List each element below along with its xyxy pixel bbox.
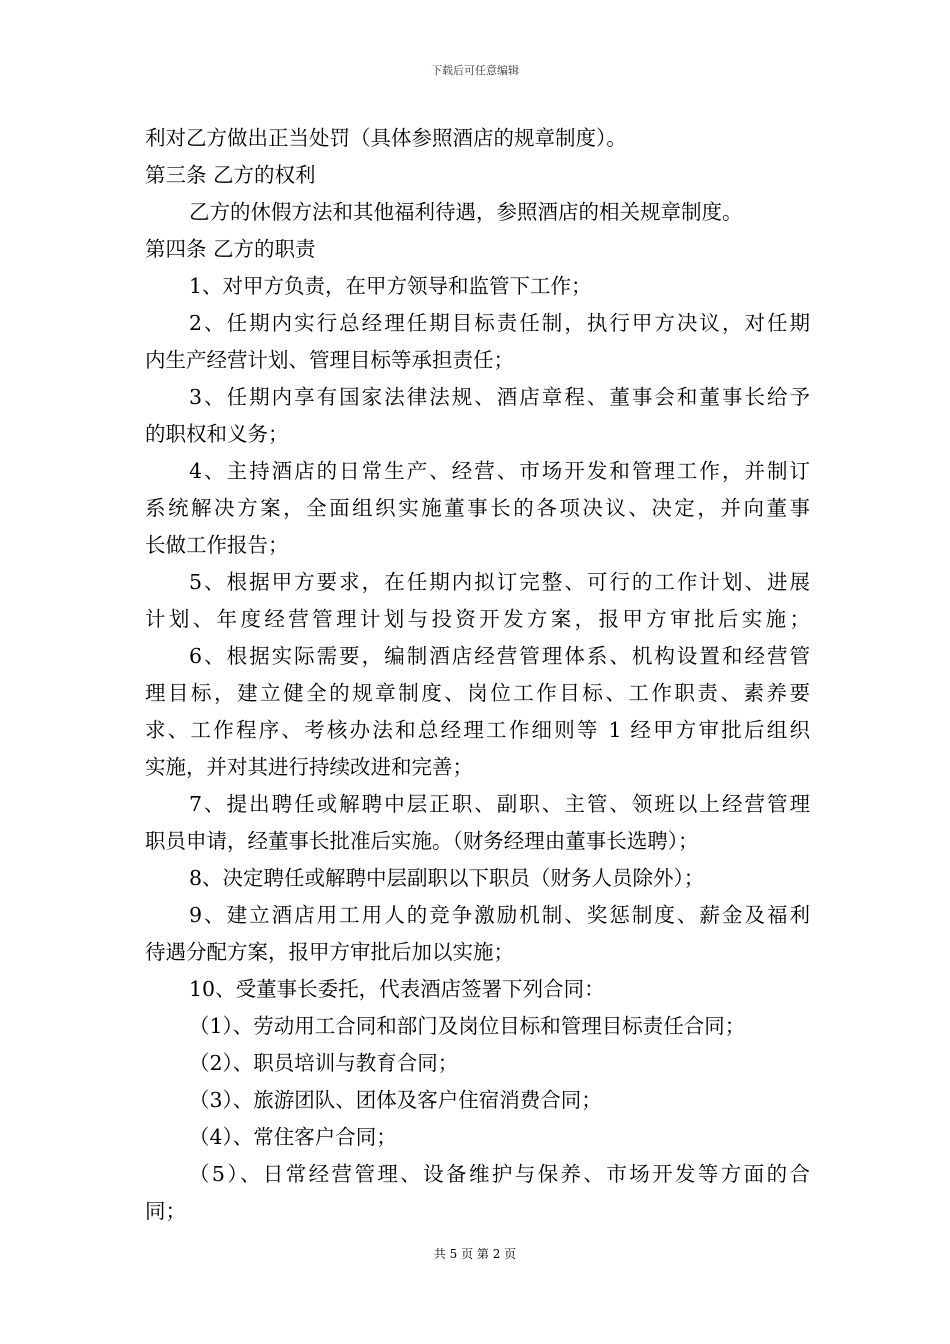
list-item-continuation: 求、工作程序、考核办法和总经理工作细则等 1 经甲方审批后组织 bbox=[145, 718, 810, 742]
sub-list-item: （4）、常住客户合同； bbox=[189, 1125, 397, 1149]
list-item-continuation: 内生产经营计划、管理目标等承担责任； bbox=[145, 348, 514, 372]
list-item: 2、任期内实行总经理任期目标责任制，执行甲方决议，对任期 bbox=[189, 311, 810, 335]
list-item-continuation: 职员申请，经董事长批准后实施。（财务经理由董事长选聘）； bbox=[145, 829, 699, 853]
list-item-continuation: 计划、年度经营管理计划与投资开发方案，报甲方审批后实施； bbox=[145, 607, 810, 631]
section-heading: 第四条 乙方的职责 bbox=[145, 237, 316, 261]
sub-list-item: （2）、职员培训与教育合同； bbox=[189, 1051, 459, 1075]
text-line: 乙方的休假方法和其他福利待遇，参照酒店的相关规章制度。 bbox=[189, 200, 743, 224]
sub-list-item-continuation: 同； bbox=[145, 1199, 186, 1223]
list-item: 5、根据甲方要求，在任期内拟订完整、可行的工作计划、进展 bbox=[189, 570, 810, 594]
list-item: 9、建立酒店用工用人的竞争激励机制、奖惩制度、薪金及福利 bbox=[189, 903, 810, 927]
section-heading: 第三条 乙方的权利 bbox=[145, 163, 316, 187]
list-item-continuation: 长做工作报告； bbox=[145, 533, 289, 557]
page-footer: 共 5 页 第 2 页 bbox=[433, 1247, 517, 1261]
text-line: 利对乙方做出正当处罚（具体参照酒店的规章制度）。 bbox=[145, 126, 627, 150]
list-item: 8、决定聘任或解聘中层副职以下职员（财务人员除外）； bbox=[189, 866, 705, 890]
list-item: 1、对甲方负责，在甲方领导和监管下工作； bbox=[189, 274, 592, 298]
list-item: 10、受董事长委托，代表酒店签署下列合同： bbox=[189, 977, 605, 1001]
list-item: 7、提出聘任或解聘中层正职、副职、主管、领班以上经营管理 bbox=[189, 792, 810, 816]
list-item: 6、根据实际需要，编制酒店经营管理体系、机构设置和经营管 bbox=[189, 644, 810, 668]
document-body bbox=[145, 120, 810, 1230]
list-item-continuation: 待遇分配方案，报甲方审批后加以实施； bbox=[145, 940, 514, 964]
list-item-continuation: 系统解决方案，全面组织实施董事长的各项决议、决定，并向董事 bbox=[145, 496, 810, 520]
list-item: 4、主持酒店的日常生产、经营、市场开发和管理工作，并制订 bbox=[189, 459, 810, 483]
list-item: 3、任期内享有国家法律法规、酒店章程、董事会和董事长给予 bbox=[189, 385, 810, 409]
sub-list-item: （1）、劳动用工合同和部门及岗位目标和管理目标责任合同； bbox=[189, 1014, 746, 1038]
page-header: 下载后可任意编辑 bbox=[431, 64, 519, 77]
list-item-continuation: 实施，并对其进行持续改进和完善； bbox=[145, 755, 473, 779]
list-item-continuation: 的职权和义务； bbox=[145, 422, 289, 446]
sub-list-item: （3）、旅游团队、团体及客户住宿消费合同； bbox=[189, 1088, 602, 1112]
sub-list-item: （5）、日常经营管理、设备维护与保养、市场开发等方面的合 bbox=[189, 1162, 810, 1186]
list-item-continuation: 理目标，建立健全的规章制度、岗位工作目标、工作职责、素养要 bbox=[145, 681, 810, 705]
